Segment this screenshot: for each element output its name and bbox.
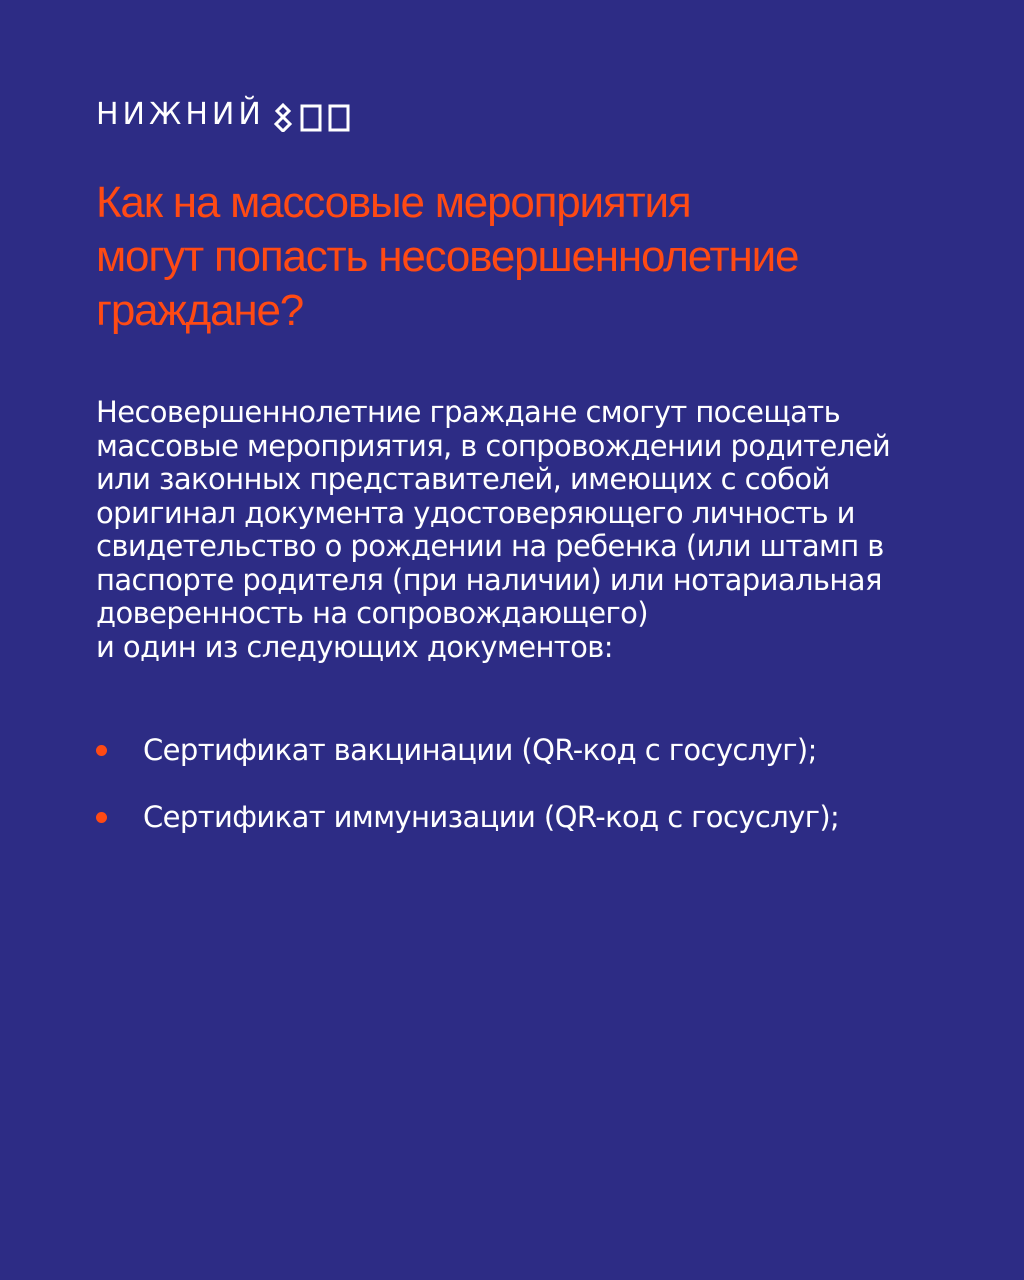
body-line: свидетельство о рождении на ребенка (или штамп в (96, 529, 884, 563)
body-line: оригинал документа удостоверяющего личность и (96, 495, 855, 530)
logo-text: НИЖНИЙ (96, 97, 265, 132)
body-line: доверенность на сопровождающего) (96, 596, 648, 630)
list-item-text: Сертификат вакцинации (QR-код с госуслуг); (143, 733, 817, 767)
title-line: граждане? (96, 286, 304, 335)
logo-800-icon (271, 98, 359, 132)
body-line: Несовершеннолетние граждане смогут посещать (96, 395, 841, 429)
page-title (96, 176, 956, 338)
title-line: могут попасть несовершеннолетние (96, 232, 799, 281)
list-item (96, 795, 839, 839)
logo (96, 98, 359, 132)
bullet-dot-icon (96, 812, 107, 823)
body-paragraph (96, 396, 996, 664)
body-line: паспорте родителя (при наличии) или нотариальная (96, 562, 882, 597)
logo-number-800 (271, 98, 359, 132)
title-line: Как на массовые мероприятия (96, 178, 691, 227)
document-list (96, 728, 839, 862)
body-line: массовые мероприятия, в сопровождении родителей (96, 428, 891, 463)
bullet-dot-icon (96, 745, 107, 756)
list-item-text: Сертификат иммунизации (QR-код с госуслуг); (143, 800, 840, 834)
body-line: и один из следующих документов: (96, 629, 613, 664)
body-line: или законных представителей, имеющих с собой (96, 462, 830, 496)
list-item (96, 728, 839, 772)
